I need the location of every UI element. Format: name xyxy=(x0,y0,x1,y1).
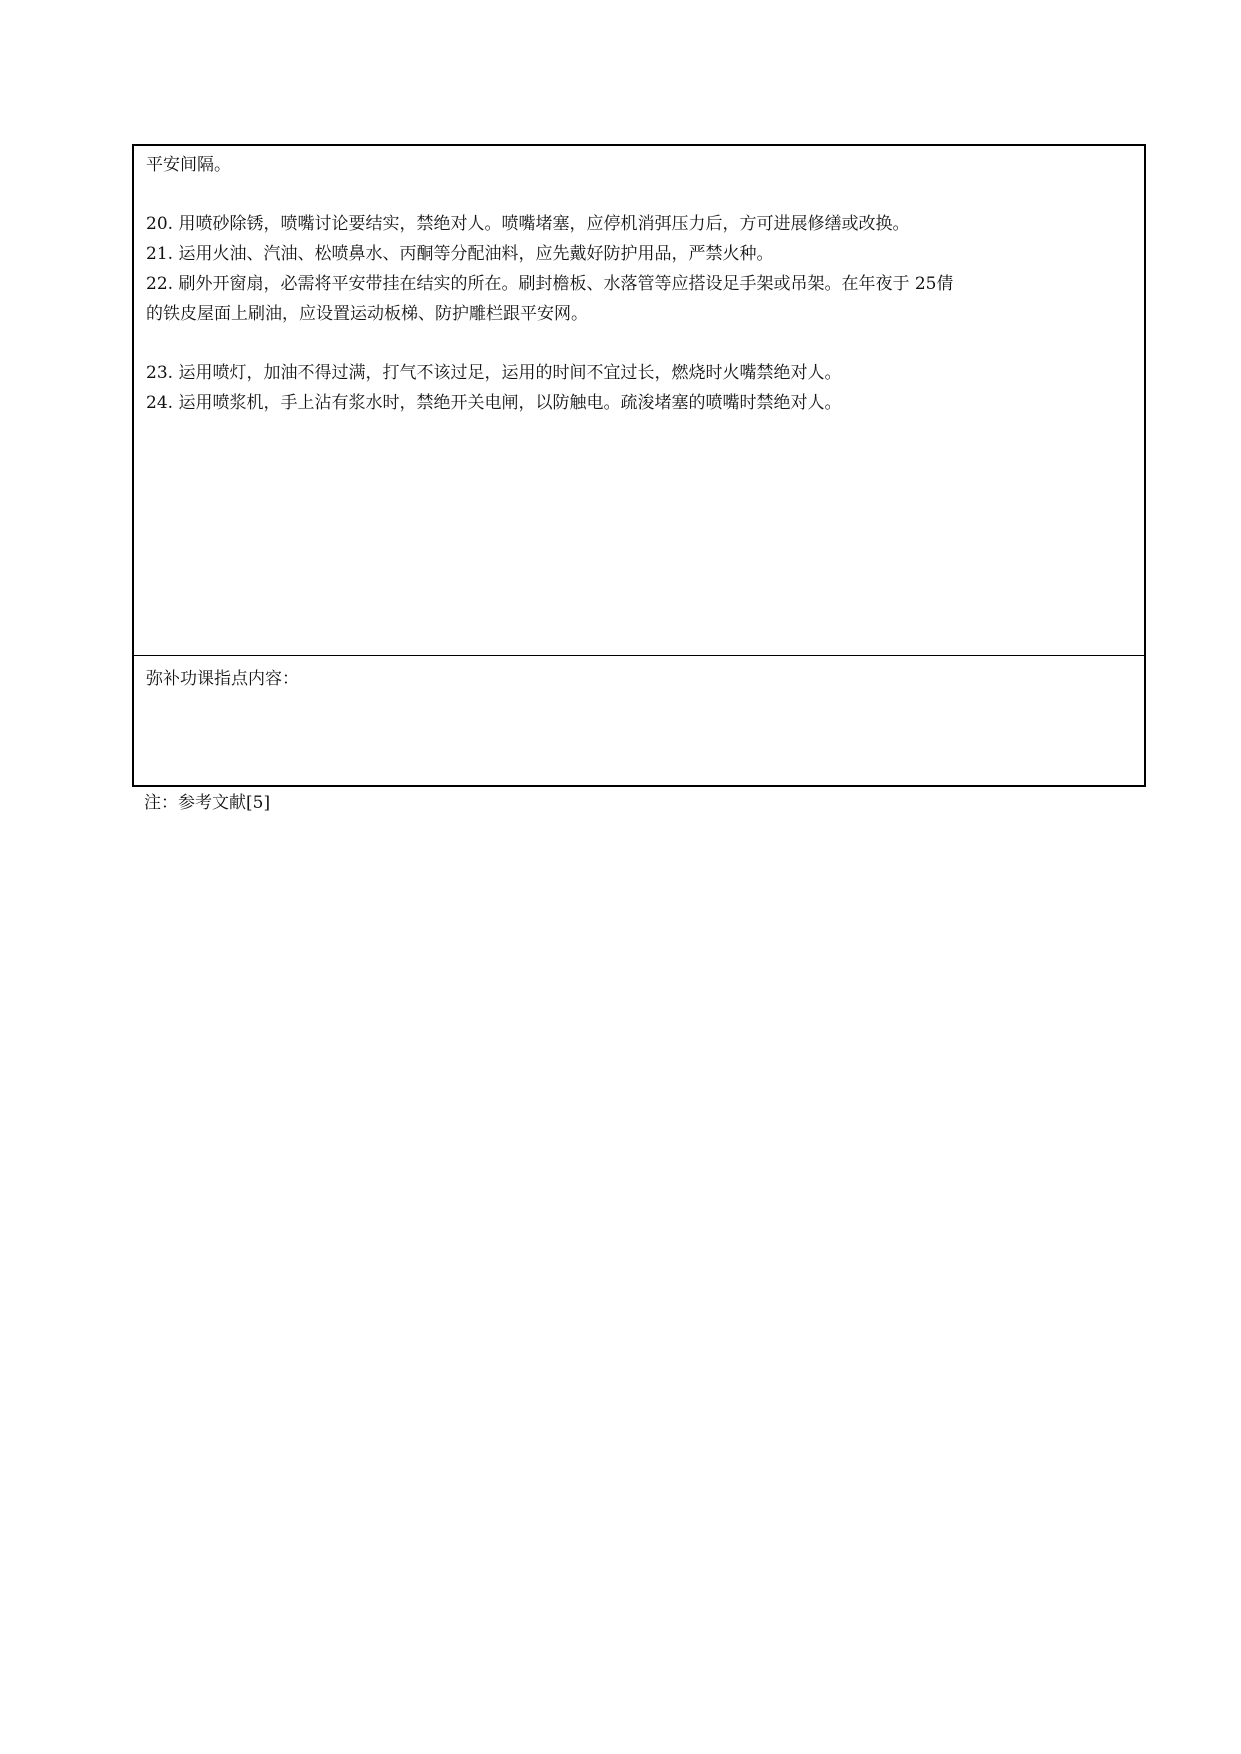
blank-line xyxy=(146,329,1132,358)
content-item-22: 22. 刷外开窗扇，必需将平安带挂在结实的所在。刷封檐板、水落管等应搭设足手架或吊架。在年夜于 25倩 xyxy=(146,274,954,294)
content-item-23: 23. 运用喷灯，加油不得过满，打气不该过足，运用的时间不宜过长，燃烧时火嘴禁绝对人。 xyxy=(146,363,842,383)
content-item-22-continued: 的铁皮屋面上刷油，应设置运动板梯、防护雕栏跟平安网。 xyxy=(146,304,588,324)
content-item-20: 20. 用喷砂除锈，喷嘴讨论要结实，禁绝对人。喷嘴堵塞，应停机消弭压力后，方可进展修缮或改换。 xyxy=(146,214,910,234)
content-item-21: 21. 运用火油、汽油、松喷鼻水、丙酮等分配油料，应先戴好防护用品，严禁火种。 xyxy=(146,244,774,264)
safety-content-cell xyxy=(134,146,1144,656)
blank-line xyxy=(146,180,1132,209)
content-line-continuation: 平安间隔。 xyxy=(146,155,231,175)
footer-note: 注：参考文献[5] xyxy=(144,793,271,813)
instruction-table xyxy=(132,144,1146,787)
content-item-24: 24. 运用喷浆机，手上沾有浆水时，禁绝开关电闸，以防触电。疏浚堵塞的喷嘴时禁绝对人。 xyxy=(146,393,842,413)
supplement-cell xyxy=(134,656,1144,787)
supplement-label: 弥补功课指点内容： xyxy=(146,669,299,689)
